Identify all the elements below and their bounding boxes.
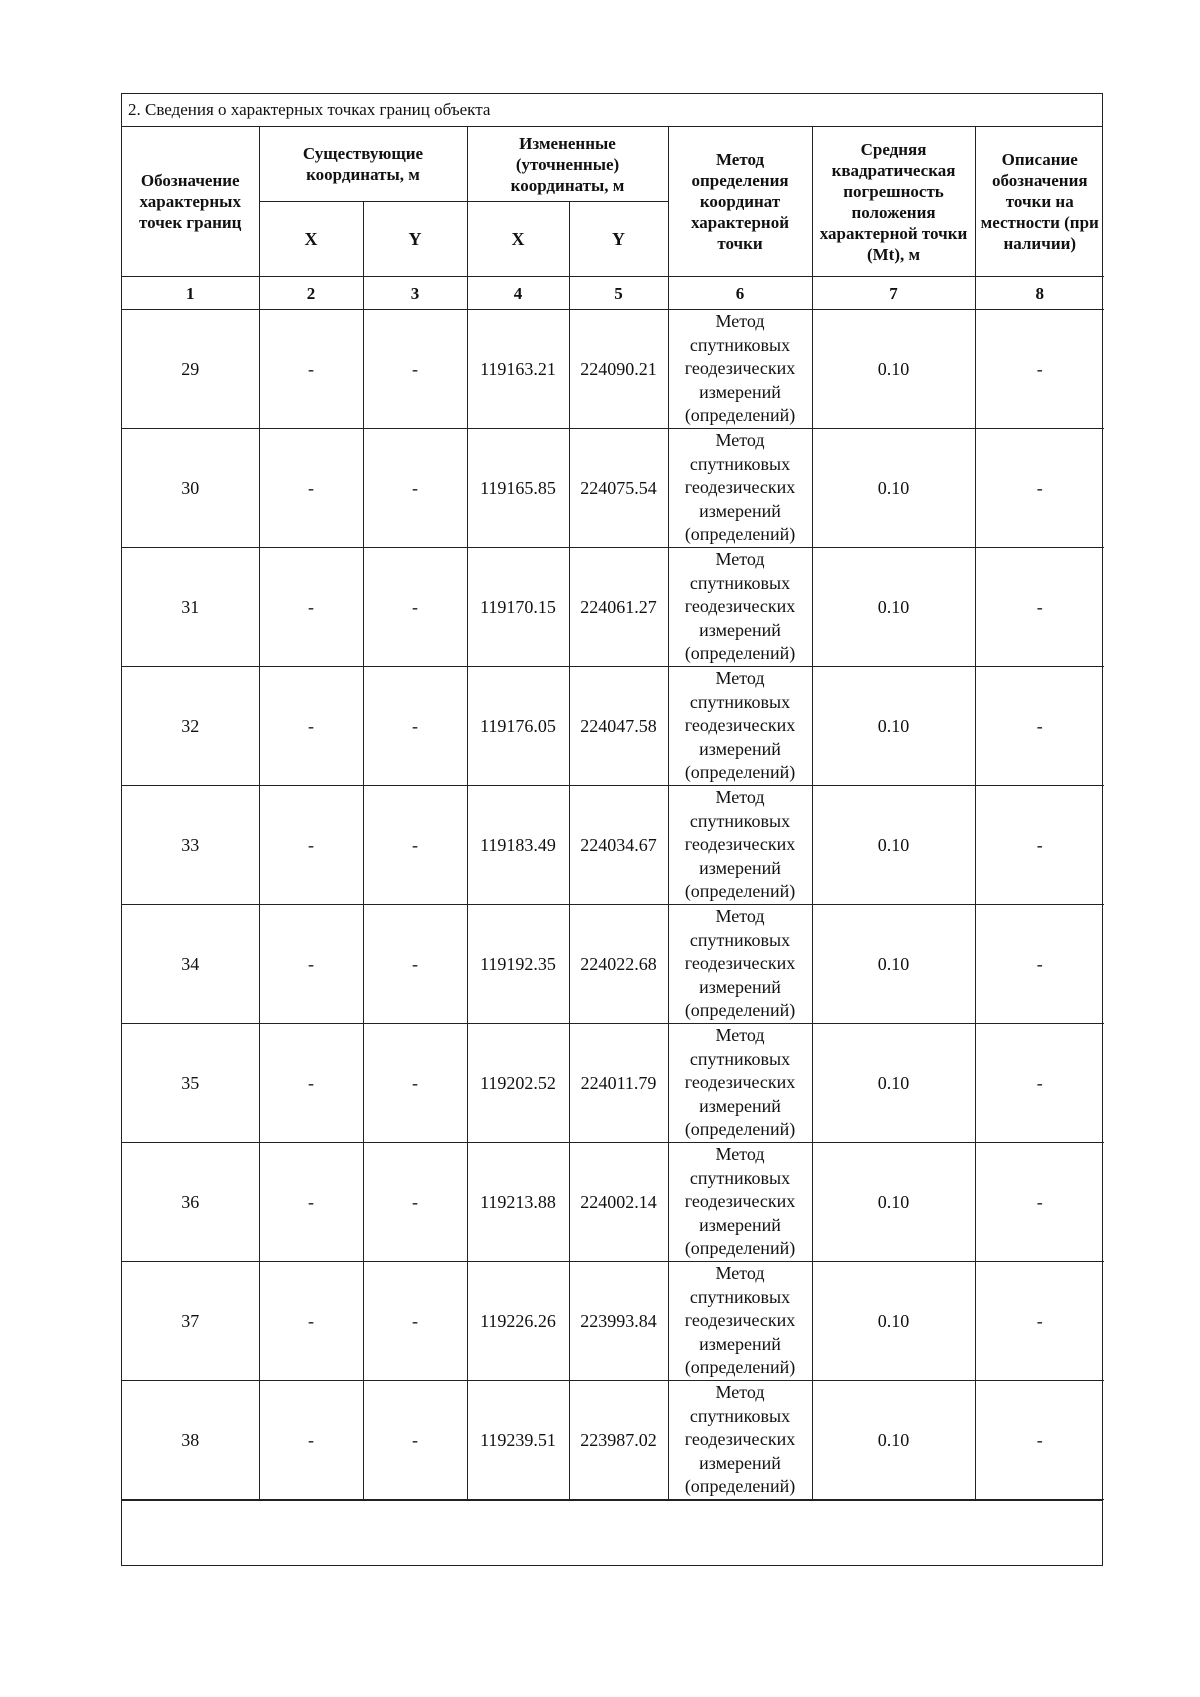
table-row [122, 1381, 1104, 1500]
method-line: геодезических [684, 477, 796, 498]
method-line: (определений) [684, 762, 796, 783]
column-number: 1 [122, 277, 259, 310]
method-line: спутниковых [689, 691, 791, 712]
method-line: измерений [699, 976, 781, 997]
existing-x-cell: - [259, 1024, 363, 1143]
point-number-cell: 37 [122, 1262, 259, 1381]
existing-x-cell: - [259, 905, 363, 1024]
description-cell: - [975, 310, 1104, 429]
method-line: (определений) [684, 524, 796, 545]
description-cell: - [975, 1143, 1104, 1262]
existing-x-cell: - [259, 1381, 363, 1500]
column-number: 8 [975, 277, 1104, 310]
description-cell: - [975, 786, 1104, 905]
method-cell [668, 310, 812, 429]
existing-y-cell: - [363, 1381, 467, 1500]
point-number-cell: 32 [122, 667, 259, 786]
changed-y-cell: 224002.14 [569, 1143, 668, 1262]
mean-error-cell: 0.10 [812, 310, 975, 429]
existing-y-cell: - [363, 1024, 467, 1143]
table-row [122, 905, 1104, 1024]
method-line: Метод [715, 787, 765, 808]
header-description: Описание обозначения точки на местности (при наличии) [975, 127, 1104, 277]
point-number-cell: 34 [122, 905, 259, 1024]
existing-x-cell: - [259, 786, 363, 905]
table-row [122, 310, 1104, 429]
description-cell: - [975, 548, 1104, 667]
mean-error-cell: 0.10 [812, 429, 975, 548]
mean-error-cell: 0.10 [812, 548, 975, 667]
changed-y-cell: 224011.79 [569, 1024, 668, 1143]
method-line: измерений [699, 857, 781, 878]
mean-error-cell: 0.10 [812, 905, 975, 1024]
method-cell [668, 548, 812, 667]
section-title: 2. Сведения о характерных точках границ объекта [122, 94, 1102, 127]
existing-y-cell: - [363, 429, 467, 548]
changed-x-cell: 119213.88 [467, 1143, 569, 1262]
changed-y-cell: 224034.67 [569, 786, 668, 905]
method-cell [668, 429, 812, 548]
changed-x-cell: 119202.52 [467, 1024, 569, 1143]
method-cell [668, 786, 812, 905]
method-cell [668, 905, 812, 1024]
changed-x-cell: 119170.15 [467, 548, 569, 667]
table-row [122, 1143, 1104, 1262]
method-line: спутниковых [689, 810, 791, 831]
method-line: спутниковых [689, 334, 791, 355]
method-cell [668, 1143, 812, 1262]
description-cell: - [975, 905, 1104, 1024]
changed-y-cell: 223987.02 [569, 1381, 668, 1500]
header-row [122, 127, 1104, 202]
method-line: измерений [699, 1214, 781, 1235]
method-line: (определений) [684, 1119, 796, 1140]
method-line: (определений) [684, 1357, 796, 1378]
method-line: измерений [699, 1452, 781, 1473]
existing-y-cell: - [363, 786, 467, 905]
method-line: геодезических [684, 953, 796, 974]
method-line: (определений) [684, 1000, 796, 1021]
method-line: измерений [699, 1095, 781, 1116]
method-line: геодезических [684, 834, 796, 855]
existing-y-cell: - [363, 905, 467, 1024]
method-line: Метод [715, 1144, 765, 1165]
method-line: (определений) [684, 1476, 796, 1497]
header-existing-x: X [259, 202, 363, 277]
header-changed-y: Y [569, 202, 668, 277]
column-number: 5 [569, 277, 668, 310]
method-line: (определений) [684, 643, 796, 664]
mean-error-cell: 0.10 [812, 1143, 975, 1262]
method-line: спутниковых [689, 1286, 791, 1307]
header-changed-coordinates: Измененные (уточненные) координаты, м [467, 127, 668, 202]
column-numbers-row [122, 277, 1104, 310]
existing-y-cell: - [363, 310, 467, 429]
method-line: спутниковых [689, 1048, 791, 1069]
point-number-cell: 30 [122, 429, 259, 548]
method-cell [668, 667, 812, 786]
table-row [122, 548, 1104, 667]
header-existing-y: Y [363, 202, 467, 277]
point-number-cell: 29 [122, 310, 259, 429]
document-sheet [121, 93, 1103, 1566]
description-cell: - [975, 1381, 1104, 1500]
blank-footer-area [122, 1500, 1102, 1565]
header-mean-error: Средняя квадратическая погрешность положения характерной точки (Mt), м [812, 127, 975, 277]
method-line: геодезических [684, 715, 796, 736]
method-line: Метод [715, 1382, 765, 1403]
existing-x-cell: - [259, 548, 363, 667]
method-line: геодезических [684, 1310, 796, 1331]
method-line: измерений [699, 738, 781, 759]
method-cell [668, 1381, 812, 1500]
table-row [122, 429, 1104, 548]
method-line: (определений) [684, 881, 796, 902]
changed-y-cell: 224075.54 [569, 429, 668, 548]
header-existing-coordinates: Существующие координаты, м [259, 127, 467, 202]
existing-y-cell: - [363, 667, 467, 786]
header-changed-x: X [467, 202, 569, 277]
point-number-cell: 31 [122, 548, 259, 667]
point-number-cell: 38 [122, 1381, 259, 1500]
existing-y-cell: - [363, 548, 467, 667]
method-line: Метод [715, 668, 765, 689]
changed-x-cell: 119192.35 [467, 905, 569, 1024]
table-body [122, 310, 1104, 1500]
method-line: геодезических [684, 1191, 796, 1212]
existing-y-cell: - [363, 1262, 467, 1381]
method-line: спутниковых [689, 1405, 791, 1426]
method-line: Метод [715, 549, 765, 570]
description-cell: - [975, 1024, 1104, 1143]
method-line: геодезических [684, 596, 796, 617]
method-cell [668, 1024, 812, 1143]
changed-x-cell: 119165.85 [467, 429, 569, 548]
mean-error-cell: 0.10 [812, 1262, 975, 1381]
changed-y-cell: 224090.21 [569, 310, 668, 429]
point-number-cell: 35 [122, 1024, 259, 1143]
table-row [122, 786, 1104, 905]
method-line: измерений [699, 1333, 781, 1354]
boundary-points-table [122, 127, 1104, 1500]
method-line: измерений [699, 381, 781, 402]
changed-x-cell: 119163.21 [467, 310, 569, 429]
table-row [122, 1024, 1104, 1143]
column-number: 3 [363, 277, 467, 310]
method-line: спутниковых [689, 453, 791, 474]
header-point-designation: Обозначение характерных точек границ [122, 127, 259, 277]
method-line: Метод [715, 430, 765, 451]
method-line: Метод [715, 1025, 765, 1046]
mean-error-cell: 0.10 [812, 667, 975, 786]
changed-x-cell: 119183.49 [467, 786, 569, 905]
mean-error-cell: 0.10 [812, 1024, 975, 1143]
method-line: измерений [699, 500, 781, 521]
changed-y-cell: 223993.84 [569, 1262, 668, 1381]
method-line: (определений) [684, 1238, 796, 1259]
description-cell: - [975, 667, 1104, 786]
description-cell: - [975, 1262, 1104, 1381]
changed-x-cell: 119239.51 [467, 1381, 569, 1500]
header-method: Метод определения координат характерной точки [668, 127, 812, 277]
existing-x-cell: - [259, 429, 363, 548]
method-line: (определений) [684, 405, 796, 426]
description-cell: - [975, 429, 1104, 548]
table-row [122, 667, 1104, 786]
column-number: 6 [668, 277, 812, 310]
method-line: Метод [715, 906, 765, 927]
mean-error-cell: 0.10 [812, 786, 975, 905]
existing-y-cell: - [363, 1143, 467, 1262]
point-number-cell: 33 [122, 786, 259, 905]
method-line: геодезических [684, 358, 796, 379]
method-line: спутниковых [689, 929, 791, 950]
column-number: 7 [812, 277, 975, 310]
point-number-cell: 36 [122, 1143, 259, 1262]
changed-y-cell: 224022.68 [569, 905, 668, 1024]
changed-y-cell: 224047.58 [569, 667, 668, 786]
method-line: Метод [715, 311, 765, 332]
mean-error-cell: 0.10 [812, 1381, 975, 1500]
existing-x-cell: - [259, 1262, 363, 1381]
existing-x-cell: - [259, 667, 363, 786]
method-line: геодезических [684, 1072, 796, 1093]
table-row [122, 1262, 1104, 1381]
changed-x-cell: 119226.26 [467, 1262, 569, 1381]
column-number: 4 [467, 277, 569, 310]
changed-y-cell: 224061.27 [569, 548, 668, 667]
method-line: спутниковых [689, 572, 791, 593]
method-line: спутниковых [689, 1167, 791, 1188]
existing-x-cell: - [259, 1143, 363, 1262]
method-cell [668, 1262, 812, 1381]
method-line: измерений [699, 619, 781, 640]
method-line: геодезических [684, 1429, 796, 1450]
method-line: Метод [715, 1263, 765, 1284]
existing-x-cell: - [259, 310, 363, 429]
changed-x-cell: 119176.05 [467, 667, 569, 786]
column-number: 2 [259, 277, 363, 310]
